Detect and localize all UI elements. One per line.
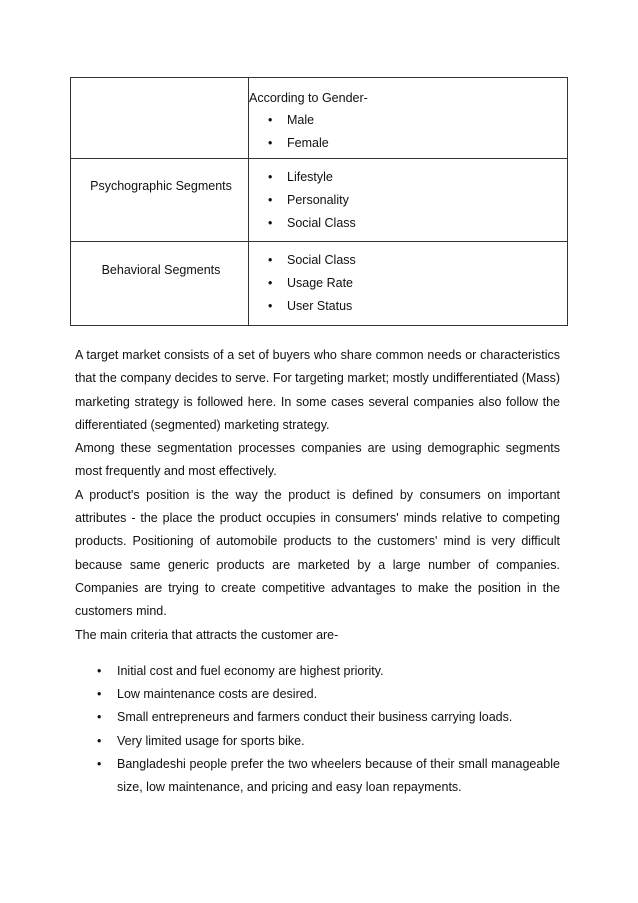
- segment-name: Psychographic Segments: [90, 179, 232, 193]
- list-item: • Low maintenance costs are desired.: [75, 683, 560, 706]
- segment-name: [71, 78, 248, 97]
- segment-name-cell: [71, 242, 249, 326]
- segment-item-list: [249, 159, 567, 235]
- segment-items-cell: [249, 159, 568, 242]
- list-item: • Personality: [249, 189, 567, 212]
- list-item: • Female: [249, 132, 567, 155]
- gender-heading: According to Gender-: [249, 91, 368, 105]
- list-item: • Very limited usage for sports bike.: [75, 730, 560, 753]
- list-item: • Usage Rate: [249, 272, 567, 295]
- segment-items-cell: [249, 242, 568, 326]
- segmentation-table: [70, 77, 568, 326]
- body-text: [75, 344, 560, 800]
- list-item: • Small entrepreneurs and farmers conduct their business carrying loads.: [75, 706, 560, 729]
- criteria-list: [75, 660, 560, 800]
- segment-name: Behavioral Segments: [101, 263, 221, 277]
- table-row-gender: [71, 78, 568, 159]
- segment-name-cell: [71, 78, 249, 159]
- paragraph-positioning: A product's position is the way the product is defined by consumers on important attributes - the place the product occupies in consumers' minds relative to competing products. Positioning of automobile products to the customers' mind is very difficult because same generic products are marketed by a large number of companies. Companies are trying to create competitive advantages to make the position in the customers mind.: [75, 487, 560, 619]
- table-row-psychographic: [71, 159, 568, 242]
- paragraph-target-market: A target market consists of a set of buyers who share common needs or characteristics that the company decides to serve. For targeting market; mostly undifferentiated (Mass) marketing strategy is followed here. In some cases several companies also follow the differentiated (segmented) marketing strategy.: [75, 348, 560, 432]
- list-item: • Initial cost and fuel economy are highest priority.: [75, 660, 560, 683]
- paragraph-criteria-intro: The main criteria that attracts the customer are-: [75, 627, 339, 642]
- list-item: • User Status: [249, 295, 567, 318]
- list-item: • Bangladeshi people prefer the two wheelers because of their small manageable size, low maintenance, and pricing and easy loan repayments.: [75, 753, 560, 800]
- segment-item-list: [249, 242, 567, 318]
- table-row-behavioral: [71, 242, 568, 326]
- list-item: • Male: [249, 109, 567, 132]
- list-item: • Social Class: [249, 249, 567, 272]
- segment-name-cell: [71, 159, 249, 242]
- list-item: • Social Class: [249, 212, 567, 235]
- paragraph-segmentation: Among these segmentation processes companies are using demographic segments most frequently and most effectively.: [75, 441, 560, 479]
- segment-item-list: [249, 106, 567, 155]
- list-item: • Lifestyle: [249, 166, 567, 189]
- segment-items-cell: [249, 78, 568, 159]
